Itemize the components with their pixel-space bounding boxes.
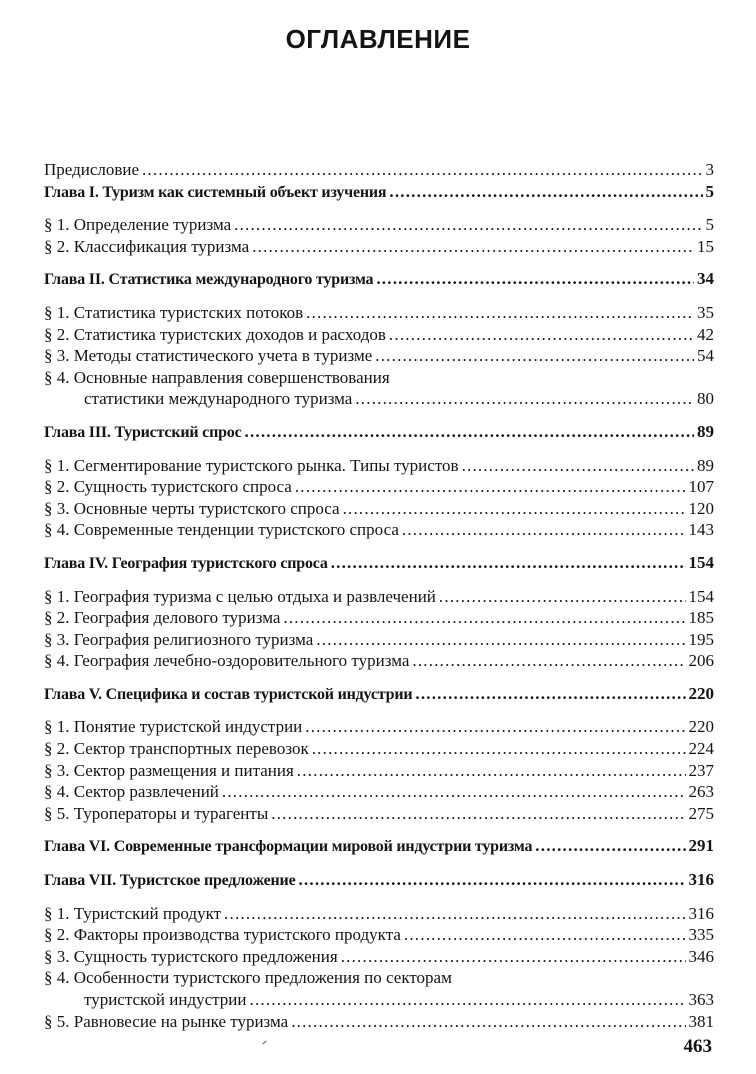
toc-page-number: 363 — [688, 990, 714, 1009]
toc-section-title: § 5. Туроператоры и турагенты — [44, 803, 269, 823]
toc-section — [44, 781, 714, 803]
toc-page-number: 335 — [688, 925, 714, 945]
toc-page-number: 263 — [688, 782, 714, 802]
toc-page-number: 54 — [697, 346, 714, 366]
toc-page-number: 206 — [688, 651, 714, 671]
toc-section — [44, 388, 714, 410]
toc-page-number: 220 — [688, 717, 714, 737]
table-of-contents — [44, 159, 714, 1032]
dot-leader — [250, 989, 686, 1011]
dot-leader — [389, 181, 702, 203]
toc-page-number: 5 — [705, 181, 714, 201]
toc-section — [44, 214, 714, 236]
toc-section-title: § 1. География туризма с целью отдыха и развлечений — [44, 586, 436, 606]
toc-section — [44, 476, 714, 498]
toc-page-number: 195 — [688, 629, 714, 649]
toc-chapter-title: Глава III. Туристский спрос — [44, 423, 242, 441]
toc-page-number: 224 — [688, 739, 714, 759]
toc-page-number: 316 — [688, 870, 714, 890]
dot-leader — [271, 803, 685, 825]
toc-page-number: 237 — [688, 760, 714, 780]
toc-section — [44, 607, 714, 629]
dot-leader — [439, 586, 686, 608]
toc-section — [44, 803, 714, 825]
toc-chapter-title: Глава V. Специфика и состав туристской индустрии — [44, 685, 413, 703]
dot-leader — [404, 924, 686, 946]
toc-chapter-title: Глава II. Статистика международного туризма — [44, 271, 374, 289]
toc-page-number: 143 — [688, 520, 714, 540]
toc-section — [44, 716, 714, 738]
toc-chapter-6 — [44, 835, 714, 858]
dot-leader — [224, 903, 685, 925]
dot-leader — [331, 552, 686, 574]
toc-section-title: § 2. Статистика туристских доходов и расходов — [44, 324, 386, 344]
dot-leader — [462, 455, 694, 477]
toc-section-title: § 1. Статистика туристских потоков — [44, 302, 304, 322]
toc-section — [44, 738, 714, 760]
toc-section — [44, 650, 714, 672]
toc-section-title: § 3. Методы статистического учета в туризме — [44, 346, 373, 366]
dot-leader — [142, 159, 702, 181]
toc-page-number: 275 — [688, 803, 714, 823]
toc-page-number: 291 — [688, 836, 714, 856]
toc-page-number: 42 — [697, 324, 714, 344]
dot-leader — [298, 869, 685, 891]
toc-page-number: 35 — [697, 302, 714, 322]
toc-chapter-title: Глава VII. Туристское предложение — [44, 872, 296, 890]
toc-section-title-line1: § 4. Основные направления совершенствования — [44, 367, 390, 387]
toc-section — [44, 586, 714, 608]
toc-section — [44, 946, 714, 968]
dot-leader — [402, 519, 686, 541]
dot-leader — [343, 498, 686, 520]
toc-section — [44, 903, 714, 925]
dot-leader — [306, 302, 694, 324]
dot-leader — [376, 268, 694, 290]
toc-section-title: § 5. Равновесие на рынке туризма — [44, 1011, 289, 1031]
toc-section-title: § 3. Сущность туристского предложения — [44, 946, 338, 966]
toc-chapter-2 — [44, 268, 714, 291]
toc-page-number: 89 — [697, 455, 714, 475]
toc-chapter-title: Глава I. Туризм как системный объект изучения — [44, 183, 387, 201]
toc-page-number: 154 — [688, 552, 714, 572]
dot-leader — [283, 607, 685, 629]
toc-section-title: § 4. География лечебно-оздоровительного туризма — [44, 651, 410, 671]
dot-leader — [375, 345, 694, 367]
toc-section-title: статистики международного туризма — [84, 389, 353, 409]
toc-page-number: 34 — [697, 269, 714, 289]
page-title: ОГЛАВЛЕНИЕ — [285, 24, 471, 54]
toc-section-title: § 1. Сегментирование туристского рынка. Типы туристов — [44, 455, 459, 475]
toc-page-number: 80 — [697, 389, 714, 409]
toc-chapter-5 — [44, 683, 714, 706]
toc-chapter-title: Глава VI. Современные трансформации мировой индустрии туризма — [44, 838, 533, 856]
toc-section-title: § 3. География религиозного туризма — [44, 629, 314, 649]
toc-chapter-3 — [44, 421, 714, 444]
dot-leader — [252, 236, 694, 258]
toc-page-number: 220 — [688, 683, 714, 703]
toc-section-title: § 1. Туристский продукт — [44, 903, 222, 923]
dot-leader — [291, 1011, 685, 1033]
toc-chapter-1 — [44, 181, 714, 204]
toc-section-title: § 3. Сектор размещения и питания — [44, 760, 294, 780]
toc-section-title-line1: § 4. Особенности туристского предложения по секторам — [44, 968, 452, 988]
dot-leader — [389, 324, 694, 346]
toc-chapter-title: Глава IV. География туристского спроса — [44, 554, 328, 572]
page-number: 463 — [683, 1036, 712, 1057]
toc-section-title: § 2. Сущность туристского спроса — [44, 477, 292, 497]
dot-leader — [295, 476, 686, 498]
toc-section — [44, 498, 714, 520]
dot-leader — [222, 781, 686, 803]
toc-section-title: § 2. География делового туризма — [44, 608, 281, 628]
dot-leader — [245, 421, 695, 443]
dot-leader — [234, 214, 702, 236]
toc-page-number: 120 — [688, 498, 714, 518]
toc-section-title: § 4. Сектор развлечений — [44, 782, 219, 802]
dot-leader — [341, 946, 686, 968]
toc-section-title: § 4. Современные тенденции туристского спроса — [44, 520, 399, 540]
toc-entry-preface — [44, 159, 714, 181]
toc-section — [44, 455, 714, 477]
toc-section — [44, 236, 714, 258]
toc-entry-title: Предисловие — [44, 160, 140, 179]
toc-section — [44, 519, 714, 541]
dot-leader — [535, 835, 685, 857]
toc-section — [44, 629, 714, 651]
dot-leader — [297, 760, 686, 782]
toc-page-number: 381 — [688, 1011, 714, 1031]
toc-page-number: 15 — [697, 236, 714, 256]
toc-page-number: 3 — [705, 160, 714, 179]
toc-page-number: 107 — [688, 477, 714, 497]
print-speck — [262, 1041, 266, 1045]
dot-leader — [355, 388, 694, 410]
toc-section-title: § 1. Определение туризма — [44, 215, 232, 235]
toc-section-title: § 3. Основные черты туристского спроса — [44, 498, 340, 518]
toc-page-number: 5 — [705, 215, 714, 235]
toc-chapter-7 — [44, 869, 714, 892]
dot-leader — [316, 629, 685, 651]
toc-section-title: § 1. Понятие туристской индустрии — [44, 717, 303, 737]
toc-section-title: § 2. Сектор транспортных перевозок — [44, 739, 309, 759]
toc-page-number: 185 — [688, 608, 714, 628]
dot-leader — [412, 650, 685, 672]
toc-chapter-4 — [44, 552, 714, 575]
dot-leader — [305, 716, 685, 738]
toc-section — [44, 760, 714, 782]
toc-section-title: § 2. Классификация туризма — [44, 236, 250, 256]
toc-section-title: § 2. Факторы производства туристского продукта — [44, 925, 401, 945]
toc-page-number: 89 — [697, 421, 714, 441]
dot-leader — [415, 683, 685, 705]
toc-section — [44, 1011, 714, 1033]
toc-page-number: 316 — [688, 903, 714, 923]
toc-section — [44, 924, 714, 946]
toc-section — [44, 324, 714, 346]
dot-leader — [312, 738, 686, 760]
toc-section — [44, 345, 714, 367]
toc-section-title: туристской индустрии — [84, 990, 247, 1009]
toc-section — [44, 989, 714, 1011]
toc-page-number: 154 — [688, 586, 714, 606]
toc-section — [44, 302, 714, 324]
toc-page-number: 346 — [688, 946, 714, 966]
